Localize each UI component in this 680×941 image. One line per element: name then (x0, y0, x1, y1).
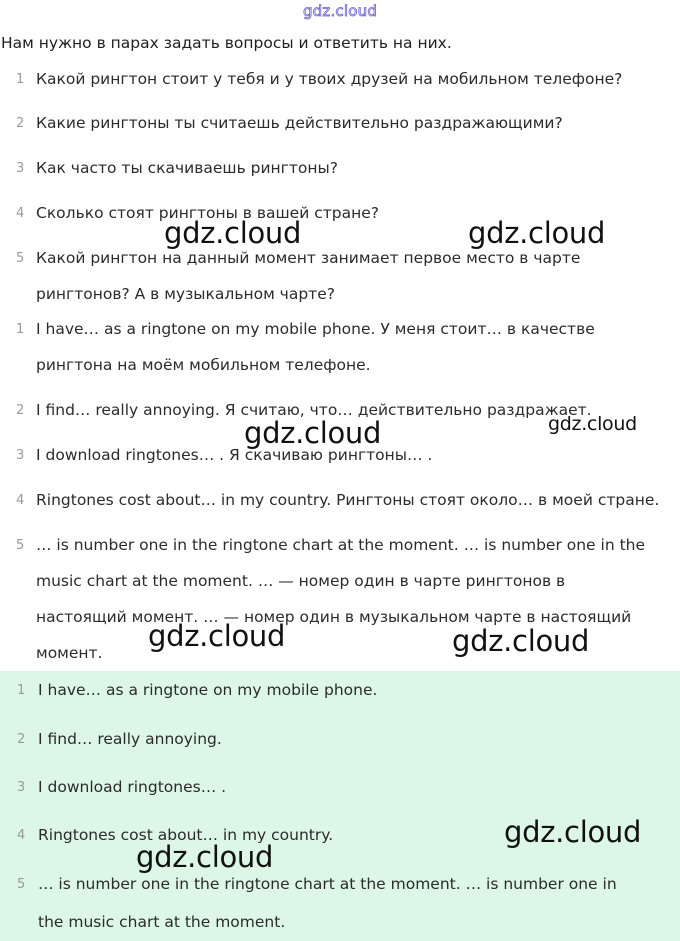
item-line: рингтона на моём мобильном телефоне. (36, 356, 371, 374)
item-line: настоящий момент. … — номер один в музыкальном чарте в настоящий (36, 608, 632, 626)
item-number: 1 (16, 72, 25, 87)
watermark: gdz.cloud (148, 619, 286, 653)
item-number: 4 (17, 828, 26, 843)
item-line: Сколько стоят рингтоны в вашей стране? (36, 204, 379, 222)
item-line: Как часто ты скачиваешь рингтоны? (36, 159, 338, 177)
item-number: 3 (16, 448, 25, 463)
item-line: момент. (36, 644, 103, 662)
item-line: I find… really annoying. (38, 730, 222, 748)
watermark: gdz.cloud (548, 413, 637, 435)
item-number: 5 (16, 538, 25, 553)
item-number: 1 (17, 683, 26, 698)
item-number: 2 (16, 116, 25, 131)
answer-block (0, 671, 680, 941)
item-line: I have… as a ringtone on my mobile phone. У меня стоит… в качестве (36, 320, 595, 338)
item-line: the music chart at the moment. (38, 913, 286, 931)
item-line: I find… really annoying. Я считаю, что… действительно раздражает. (36, 401, 592, 419)
item-number: 4 (16, 206, 25, 221)
item-number: 2 (17, 732, 26, 747)
item-number: 5 (16, 251, 25, 266)
item-number: 3 (16, 161, 25, 176)
item-line: Какой рингтон на данный момент занимает первое место в чарте (36, 249, 581, 267)
item-number: 3 (17, 780, 26, 795)
item-number: 5 (17, 877, 26, 892)
watermark: gdz.cloud (504, 815, 642, 849)
item-line: Какой рингтон стоит у тебя и у твоих друзей на мобильном телефоне? (36, 70, 623, 88)
item-line: I download ringtones… . Я скачиваю рингтоны… . (36, 446, 433, 464)
item-line: Ringtones cost about… in my country. Рингтоны стоят около… в моей стране. (36, 491, 660, 509)
intro-text: Нам нужно в парах задать вопросы и ответить на них. (1, 34, 452, 52)
item-line: рингтонов? А в музыкальном чарте? (36, 285, 335, 303)
item-line: I download ringtones… . (38, 778, 227, 796)
item-number: 2 (16, 403, 25, 418)
item-line: I have… as a ringtone on my mobile phone. (38, 681, 378, 699)
item-number: 1 (16, 322, 25, 337)
watermark: gdz.cloud (452, 624, 590, 658)
watermark: gdz.cloud (164, 216, 302, 250)
item-line: music chart at the moment. … — номер один в чарте рингтонов в (36, 572, 566, 590)
item-number: 4 (16, 493, 25, 508)
item-line: Какие рингтоны ты считаешь действительно раздражающими? (36, 114, 563, 132)
item-line: Ringtones cost about… in my country. (38, 826, 334, 844)
item-line: … is number one in the ringtone chart at the moment. … is number one in the (36, 536, 646, 554)
site-logo[interactable]: gdz.cloud (302, 2, 378, 20)
watermark: gdz.cloud (136, 840, 274, 874)
watermark: gdz.cloud (244, 416, 382, 450)
watermark: gdz.cloud (468, 216, 606, 250)
item-line: … is number one in the ringtone chart at the moment. … is number one in (38, 875, 617, 893)
